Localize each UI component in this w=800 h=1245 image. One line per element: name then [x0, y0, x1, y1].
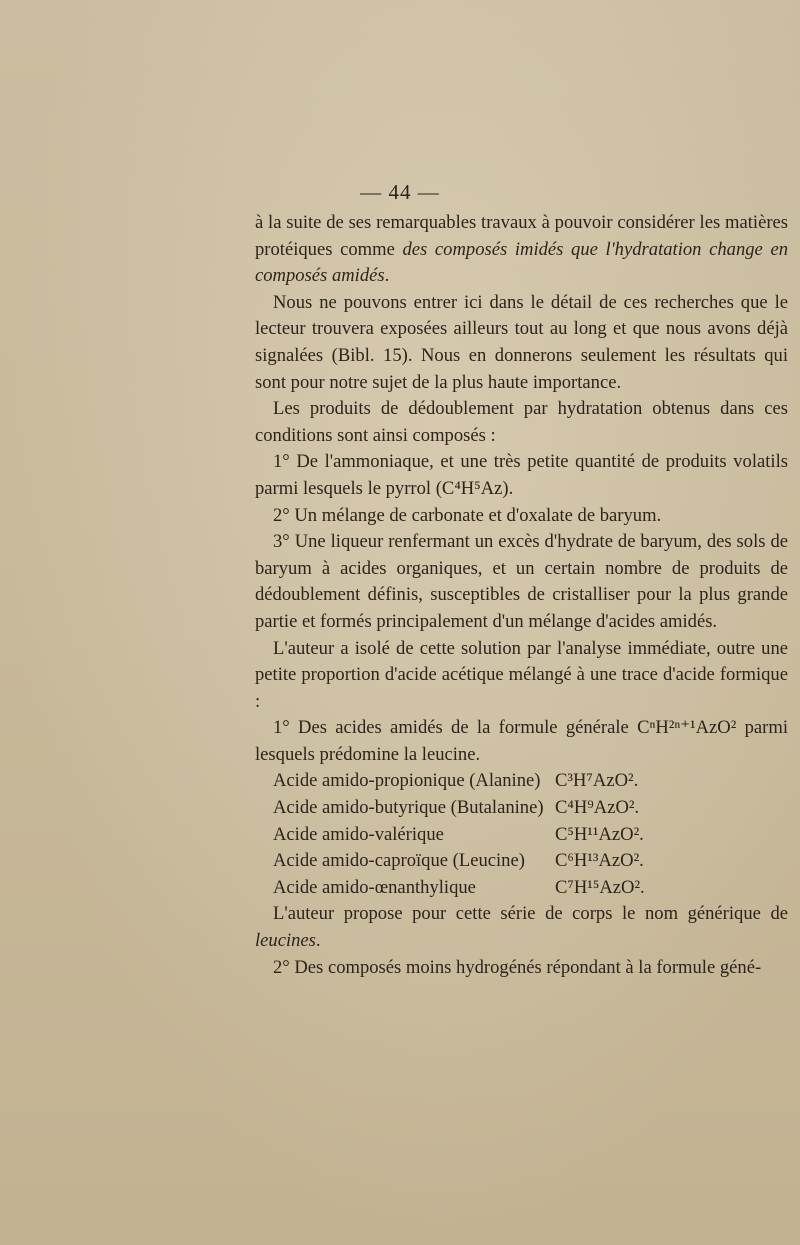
- acid-row: [255, 795, 788, 822]
- text-run: à la suite de ses remarquables travaux à pouvoir considérer les matières protéiques comme: [255, 212, 788, 260]
- acid-row: [255, 875, 788, 902]
- italic-run: des composés imidés que l'hydratation change en composés amidés: [255, 238, 788, 287]
- italic-run: leucines: [255, 930, 316, 952]
- paragraph-amido-acids: 1° Des acides amidés de la formule générale CⁿH²ⁿ⁺¹AzO² parmi lesquels prédomine la leucine.: [255, 717, 788, 765]
- text-run: .: [315, 930, 321, 952]
- acid-formula: C⁷H¹⁵AzO².: [555, 876, 645, 898]
- paragraph-products-intro: Les produits de dédoublement par hydratation obtenus dans ces conditions sont ainsi composés :: [255, 398, 788, 446]
- paragraph-research: Nous ne pouvons entrer ici dans le détail de ces recherches que le lecteur trouvera exposées ailleurs tout au long et que nous avons déjà signalées (Bibl. 15). Nous en donnerons seulement les résultats qui sont pour notre sujet de la plus haute importance.: [255, 291, 788, 393]
- acid-list: [255, 768, 788, 901]
- acid-name: Acide amido-caproïque (Leucine): [273, 850, 525, 872]
- acid-name: Acide amido-valérique: [273, 823, 444, 845]
- acid-name: Acide amido-butyrique (Butalanine): [273, 797, 544, 819]
- page-number: — 44 —: [360, 180, 440, 204]
- acid-name: Acide amido-propionique (Alanine): [273, 770, 541, 792]
- acid-formula: C⁴H⁹AzO².: [555, 797, 640, 819]
- acid-name: Acide amido-œnanthylique: [273, 876, 476, 898]
- text-run: .: [384, 265, 390, 287]
- paragraph-item-3: 3° Une liqueur renfermant un excès d'hydrate de baryum, des sols de baryum à acides organiques, et un certain nombre de produits de dédoublement définis, susceptibles de cristalliser pour la plus grande partie et formés principalement d'un mélange d'acides amidés.: [255, 531, 788, 632]
- acid-row: [255, 768, 788, 795]
- acid-formula: C⁶H¹³AzO².: [555, 850, 644, 872]
- paragraph-continuation: [255, 210, 788, 290]
- acid-row: [255, 848, 788, 875]
- paragraph-author-isolated: L'auteur a isolé de cette solution par l'analyse immédiate, outre une petite proportion d'acide acétique mélangé à une trace d'acide formique :: [255, 637, 788, 712]
- text-run: L'auteur propose pour cette série de corps le nom générique de: [273, 903, 788, 925]
- paragraph-item-2: 2° Un mélange de carbonate et d'oxalate de baryum.: [273, 504, 662, 526]
- acid-row: [255, 822, 788, 849]
- page-body: [255, 210, 788, 981]
- paragraph-item-1: 1° De l'ammoniaque, et une très petite quantité de produits volatils parmi lesquels le pyrrol (C⁴H⁵Az).: [255, 451, 788, 499]
- paragraph-leucines: [255, 901, 788, 954]
- acid-formula: C³H⁷AzO².: [555, 770, 639, 792]
- acid-formula: C⁵H¹¹AzO².: [555, 823, 644, 845]
- paragraph-item-2-compounds: 2° Des composés moins hydrogénés répondant à la formule géné-: [273, 956, 762, 978]
